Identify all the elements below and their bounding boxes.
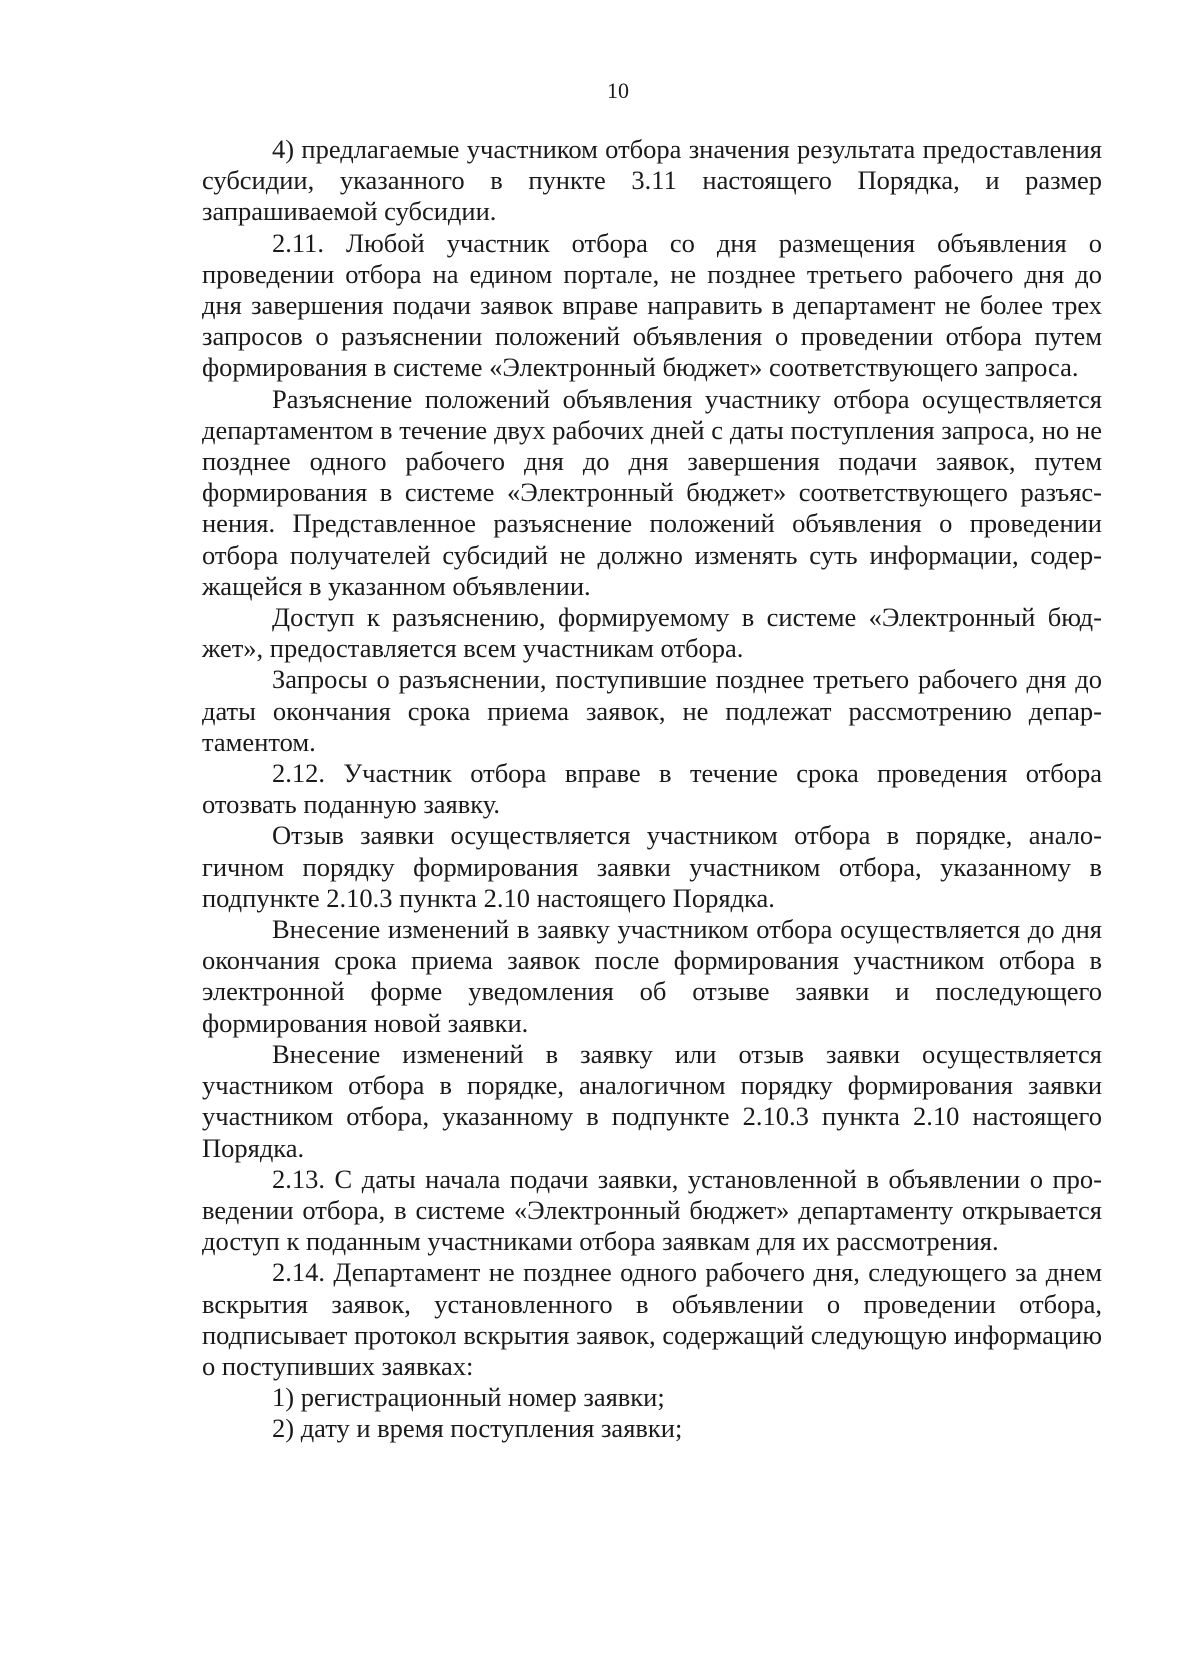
paragraph-changes-procedure: Внесение изменений в заявку или отзыв заявки осуществляется участником отбора в порядке, аналогичном порядку формирования заявки участником отбора, указанному в подпункте 2.10.3 пункта 2.10 настоящего Порядка. <box>202 1038 1102 1163</box>
paragraph-2-11-requests: 2.11. Любой участник отбора со дня размещения объявления о проведении отбора на едином портале, не позднее третьего рабочего дня до дня завершения подачи заявок вправе направить в департамент не более трех запросов о разъяснении положений объявления о проведении отбора путем формирования в системе «Электронный бюджет» соответствующего запроса. <box>202 227 1102 383</box>
paragraph-withdrawal-procedure: Отзыв заявки осуществляется участником отбора в порядке, аналогичном порядку формирования заявки участником отбора, указанному в подпункте 2.10.3 пункта 2.10 настоящего Порядка. <box>202 820 1102 913</box>
paragraph-item-4-result-values: 4) предлагаемые участником отбора значения результата предоставления субсидии, указанного в пункте 3.11 настоящего Порядка, и размер запрашиваемой субсидии. <box>202 134 1102 227</box>
paragraph-2-12-withdraw: 2.12. Участник отбора вправе в течение срока проведения отбора отозвать поданную заявку. <box>202 758 1102 820</box>
paragraph-2-13-access: 2.13. С даты начала подачи заявки, установленной в объявлении о проведении отбора, в системе «Электронный бюджет» департаменту открывается доступ к поданным участниками отбора заявкам для их рассмотрения. <box>202 1163 1102 1257</box>
paragraph-2-14-protocol: 2.14. Департамент не позднее одного рабочего дня, следующего за днем вскрытия заявок, установленного в объявлении о проведении отбора, подписывает протокол вскрытия заявок, содержащий следующую информацию о поступивших заявках: <box>202 1257 1102 1381</box>
paragraph-application-changes: Внесение изменений в заявку участником отбора осуществляется до дня окончания срока приема заявок после формирования участником отбора в электронной форме уведомления об отзыве заявки и последующего формирования новой заявки. <box>202 914 1102 1038</box>
paragraph-late-requests: Запросы о разъяснении, поступившие позднее третьего рабочего дня до даты окончания срока приема заявок, не подлежат рассмотрению департаментом. <box>202 664 1102 757</box>
paragraph-clarification: Разъяснение положений объявления участнику отбора осуществляется департаментом в течение двух рабочих дней с даты поступления запроса, но не позднее одного рабочего дня до дня завершения подачи заявок, путем формирования в системе «Электронный бюджет» соответствующего разъяснения. Представленное разъяснение положений объявления о проведении отбора получателей субсидий не должно изменять суть информации, содержащейся в указанном объявлении. <box>202 383 1102 601</box>
list-item-date-time: 2) дату и время поступления заявки; <box>272 1413 683 1444</box>
list-item-registration-number: 1) регистрационный номер заявки; <box>272 1382 665 1413</box>
paragraph-clarification-access: Доступ к разъяснению, формируемому в системе «Электронный бюджет», предоставляется всем участникам отбора. <box>202 602 1102 664</box>
document-body <box>202 134 1102 1445</box>
page-number: 10 <box>607 78 629 103</box>
